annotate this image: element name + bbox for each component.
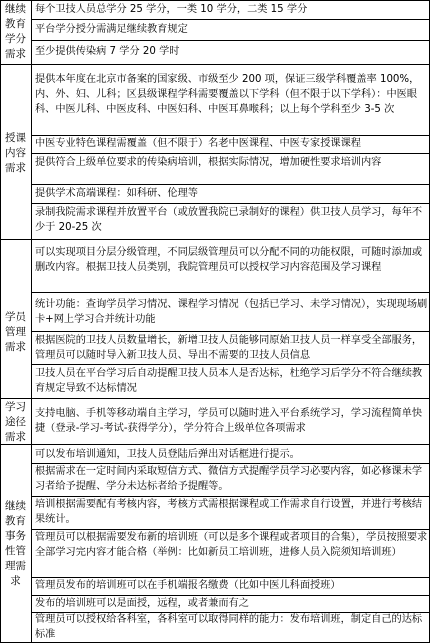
row-divider xyxy=(32,292,430,293)
table-cell: 可以实现项目分层分级管理，不同层级管理员可以分配不同的功能权限，可随时添加或删改内容。根据卫技人员类别，我院管理员可以授权学习内容范围及学习课程 xyxy=(35,247,423,274)
table-cell: 统计功能：查询学员学习情况、课程学习情况（包括已学习、未学习情况），实现现场刷卡+网上学习合并统计功能 xyxy=(35,299,428,326)
table-cell: 可以发布培训通知，卫技人员登陆后弹出对话框进行提示。 xyxy=(35,449,300,460)
row-divider xyxy=(32,331,430,332)
table-cell: 每个卫技人员总学分 25 学分，一类 10 学分，二类 15 学分 xyxy=(35,4,308,15)
section-divider xyxy=(0,398,430,399)
row-divider xyxy=(32,203,430,204)
table-cell: 录制我院需求课程并放置平台（或放置我院已录制好的课程）供卫技人员学习，每年不少于 20-25 次 xyxy=(35,207,423,234)
section-label: 授课内容需求 xyxy=(5,132,26,174)
table-cell: 根据需求在一定时间内采取短信方式、微信方式提醒学员学习必要内容，如必修课未学习者给予提醒、学分未达标者给予提醒等。 xyxy=(35,466,423,493)
row-divider xyxy=(32,153,430,154)
table-cell: 培训根据需要配有考核内容，考核方式需根据课程或工作需求自行设置，并进行考核结果统计。 xyxy=(35,499,423,526)
section-course-content xyxy=(0,70,430,237)
table-cell: 提供本年度在北京市备案的国家级、市级至少 200 项，保证三级学科覆盖率 100%，内、外、妇、儿科；区县级课程学科需要覆盖以下学科（但不限于以下学科）：中医眼科、中医儿科、中医皮科、中医妇科、中医耳鼻喉科；以上每个学科至少 3-5 次 xyxy=(35,74,420,116)
table-cell: 管理员发布的培训班可以在手机端报名缴费（比如中医儿科面授班） xyxy=(35,580,341,591)
section-label: 继续教育学分需求 xyxy=(5,3,26,60)
table-cell: 管理员可以根据需要发布新的培训班（可以是多个课程或者项目的合集），学员按照要求全部学习完内容才能合格（举例：比如新员工培训班，进修人员入院须知培训班） xyxy=(35,532,428,559)
row-divider xyxy=(32,184,430,185)
table-cell: 中医专业特色课程需覆盖（但不限于）名老中医课程、中医专家授课课程 xyxy=(35,138,361,149)
section-label: 继续教育事务性管理需求 xyxy=(5,500,26,587)
section-learning-channels xyxy=(0,400,430,444)
section-label: 学员管理需求 xyxy=(5,310,26,353)
table-cell: 提供符合上级单位要求的传染病培训，根据实际情况，增加硬性要求培训内容 xyxy=(35,157,382,168)
section-divider xyxy=(0,64,430,65)
section-administrative-management xyxy=(0,445,430,643)
section-credit-requirements xyxy=(0,0,430,64)
section-student-management xyxy=(0,240,430,424)
row-divider xyxy=(32,19,430,20)
table-cell: 提供学术高端课程：如科研、伦理等 xyxy=(35,188,198,199)
table-cell: 管理员可以授权给各科室，各科室可以取得同样的能力：发布培训班，制定自己的达标标准 xyxy=(35,614,423,641)
table-cell: 发布的培训班可以是面授，远程，或者兼而有之 xyxy=(35,598,249,609)
table-cell: 至少提供传染病 7 学分 20 学时 xyxy=(35,46,180,57)
table-cell: 卫技人员在平台学习后自动提醒卫技人员本人是否达标，杜绝学习后学分不符合继续教育规定导致不达标情况 xyxy=(35,368,423,395)
table-cell: 支持电脑、手机等移动端自主学习，学员可以随时进入平台系统学习，学习流程简单快捷（登录-学习-考试-获得学分），学分符合上级单位各项需求 xyxy=(35,408,423,435)
table-cell: 根据医院的卫技人员数量增长，新增卫技人员能够同原始卫技人员一样享受全部服务，管理员可以随时导入新卫技人员、导出不需要的卫技人员信息 xyxy=(35,335,423,362)
row-divider xyxy=(32,40,430,41)
table-cell: 平台学分授分需满足继续教育规定 xyxy=(35,24,188,35)
row-divider xyxy=(32,364,430,365)
section-label: 学习途径需求 xyxy=(5,400,26,443)
